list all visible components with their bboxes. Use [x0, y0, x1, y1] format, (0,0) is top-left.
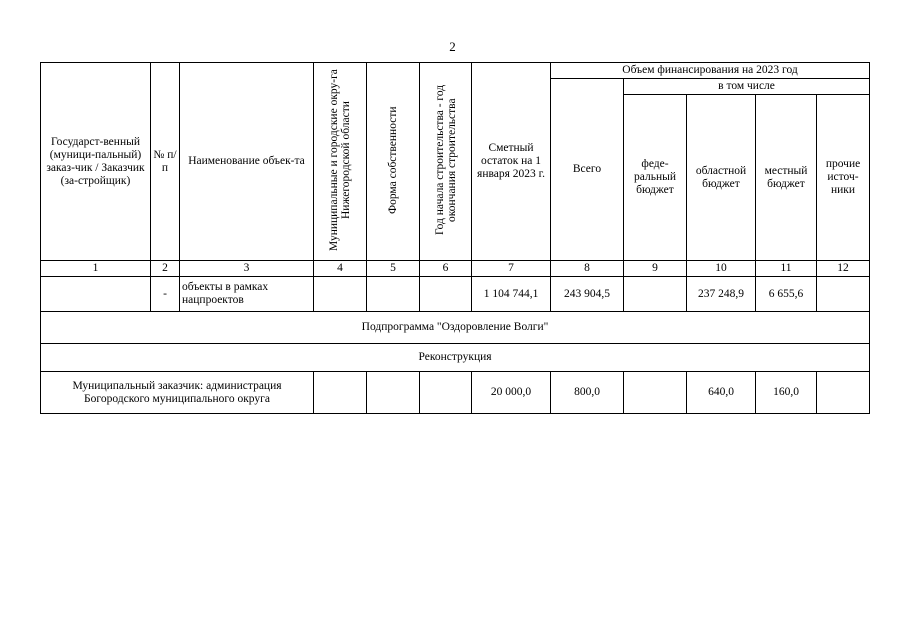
header-other: прочие источ-ники	[817, 95, 870, 261]
header-local: местный бюджет	[756, 95, 817, 261]
cell-empty	[314, 372, 367, 414]
section-heading: Реконструкция	[41, 344, 870, 372]
column-number: 1	[41, 261, 151, 277]
header-customer: Государст-венный (муници-пальный) заказ-чик / Заказчик (за-стройщик)	[41, 63, 151, 261]
header-municipal	[314, 63, 367, 261]
column-number: 7	[472, 261, 551, 277]
column-number: 5	[367, 261, 420, 277]
header-num: № п/п	[151, 63, 180, 261]
table-row	[41, 372, 870, 414]
header-ownership	[367, 63, 420, 261]
cell-empty	[817, 372, 870, 414]
header-object-name: Наименование объек-та	[180, 63, 314, 261]
header-years	[420, 63, 472, 261]
column-number: 11	[756, 261, 817, 277]
cell-num: -	[151, 277, 180, 312]
column-number: 3	[180, 261, 314, 277]
header-regional: областной бюджет	[687, 95, 756, 261]
page-number: 2	[449, 39, 456, 54]
table-row	[41, 277, 870, 312]
cell-regional: 640,0	[687, 372, 756, 414]
cell-local: 160,0	[756, 372, 817, 414]
column-number: 12	[817, 261, 870, 277]
header-years-text: Год начала строительства - год окончания строительства	[433, 84, 458, 235]
funding-table	[40, 62, 870, 414]
cell-empty	[624, 372, 687, 414]
header-estimated: Сметный остаток на 1 января 2023 г.	[472, 63, 551, 261]
header-ownership-text: Форма собственности	[387, 105, 399, 214]
cell-total: 800,0	[551, 372, 624, 414]
column-number: 4	[314, 261, 367, 277]
cell-customer: Муниципальный заказчик: администрация Богородского муниципального округа	[41, 372, 314, 414]
cell-empty	[367, 277, 420, 312]
header-federal: феде-ральный бюджет	[624, 95, 687, 261]
column-number: 8	[551, 261, 624, 277]
cell-empty	[624, 277, 687, 312]
header-municipal-text: Муниципальные и городские окру-га Нижегородской области	[328, 68, 352, 251]
column-number: 6	[420, 261, 472, 277]
cell-empty	[420, 372, 472, 414]
cell-object-name: объекты в рамках нацпроектов	[180, 277, 314, 312]
cell-estimated: 20 000,0	[472, 372, 551, 414]
subprogram-heading: Подпрограмма "Оздоровление Волги"	[41, 312, 870, 344]
cell-estimated: 1 104 744,1	[472, 277, 551, 312]
cell-empty	[420, 277, 472, 312]
column-number: 10	[687, 261, 756, 277]
header-funding-title: Объем финансирования на 2023 год	[551, 63, 870, 79]
column-number: 2	[151, 261, 180, 277]
cell-regional: 237 248,9	[687, 277, 756, 312]
cell-empty	[314, 277, 367, 312]
cell-local: 6 655,6	[756, 277, 817, 312]
header-including: в том числе	[624, 79, 870, 95]
cell-empty	[817, 277, 870, 312]
header-total: Всего	[551, 79, 624, 261]
cell-total: 243 904,5	[551, 277, 624, 312]
cell-empty	[367, 372, 420, 414]
cell-empty	[41, 277, 151, 312]
column-number: 9	[624, 261, 687, 277]
